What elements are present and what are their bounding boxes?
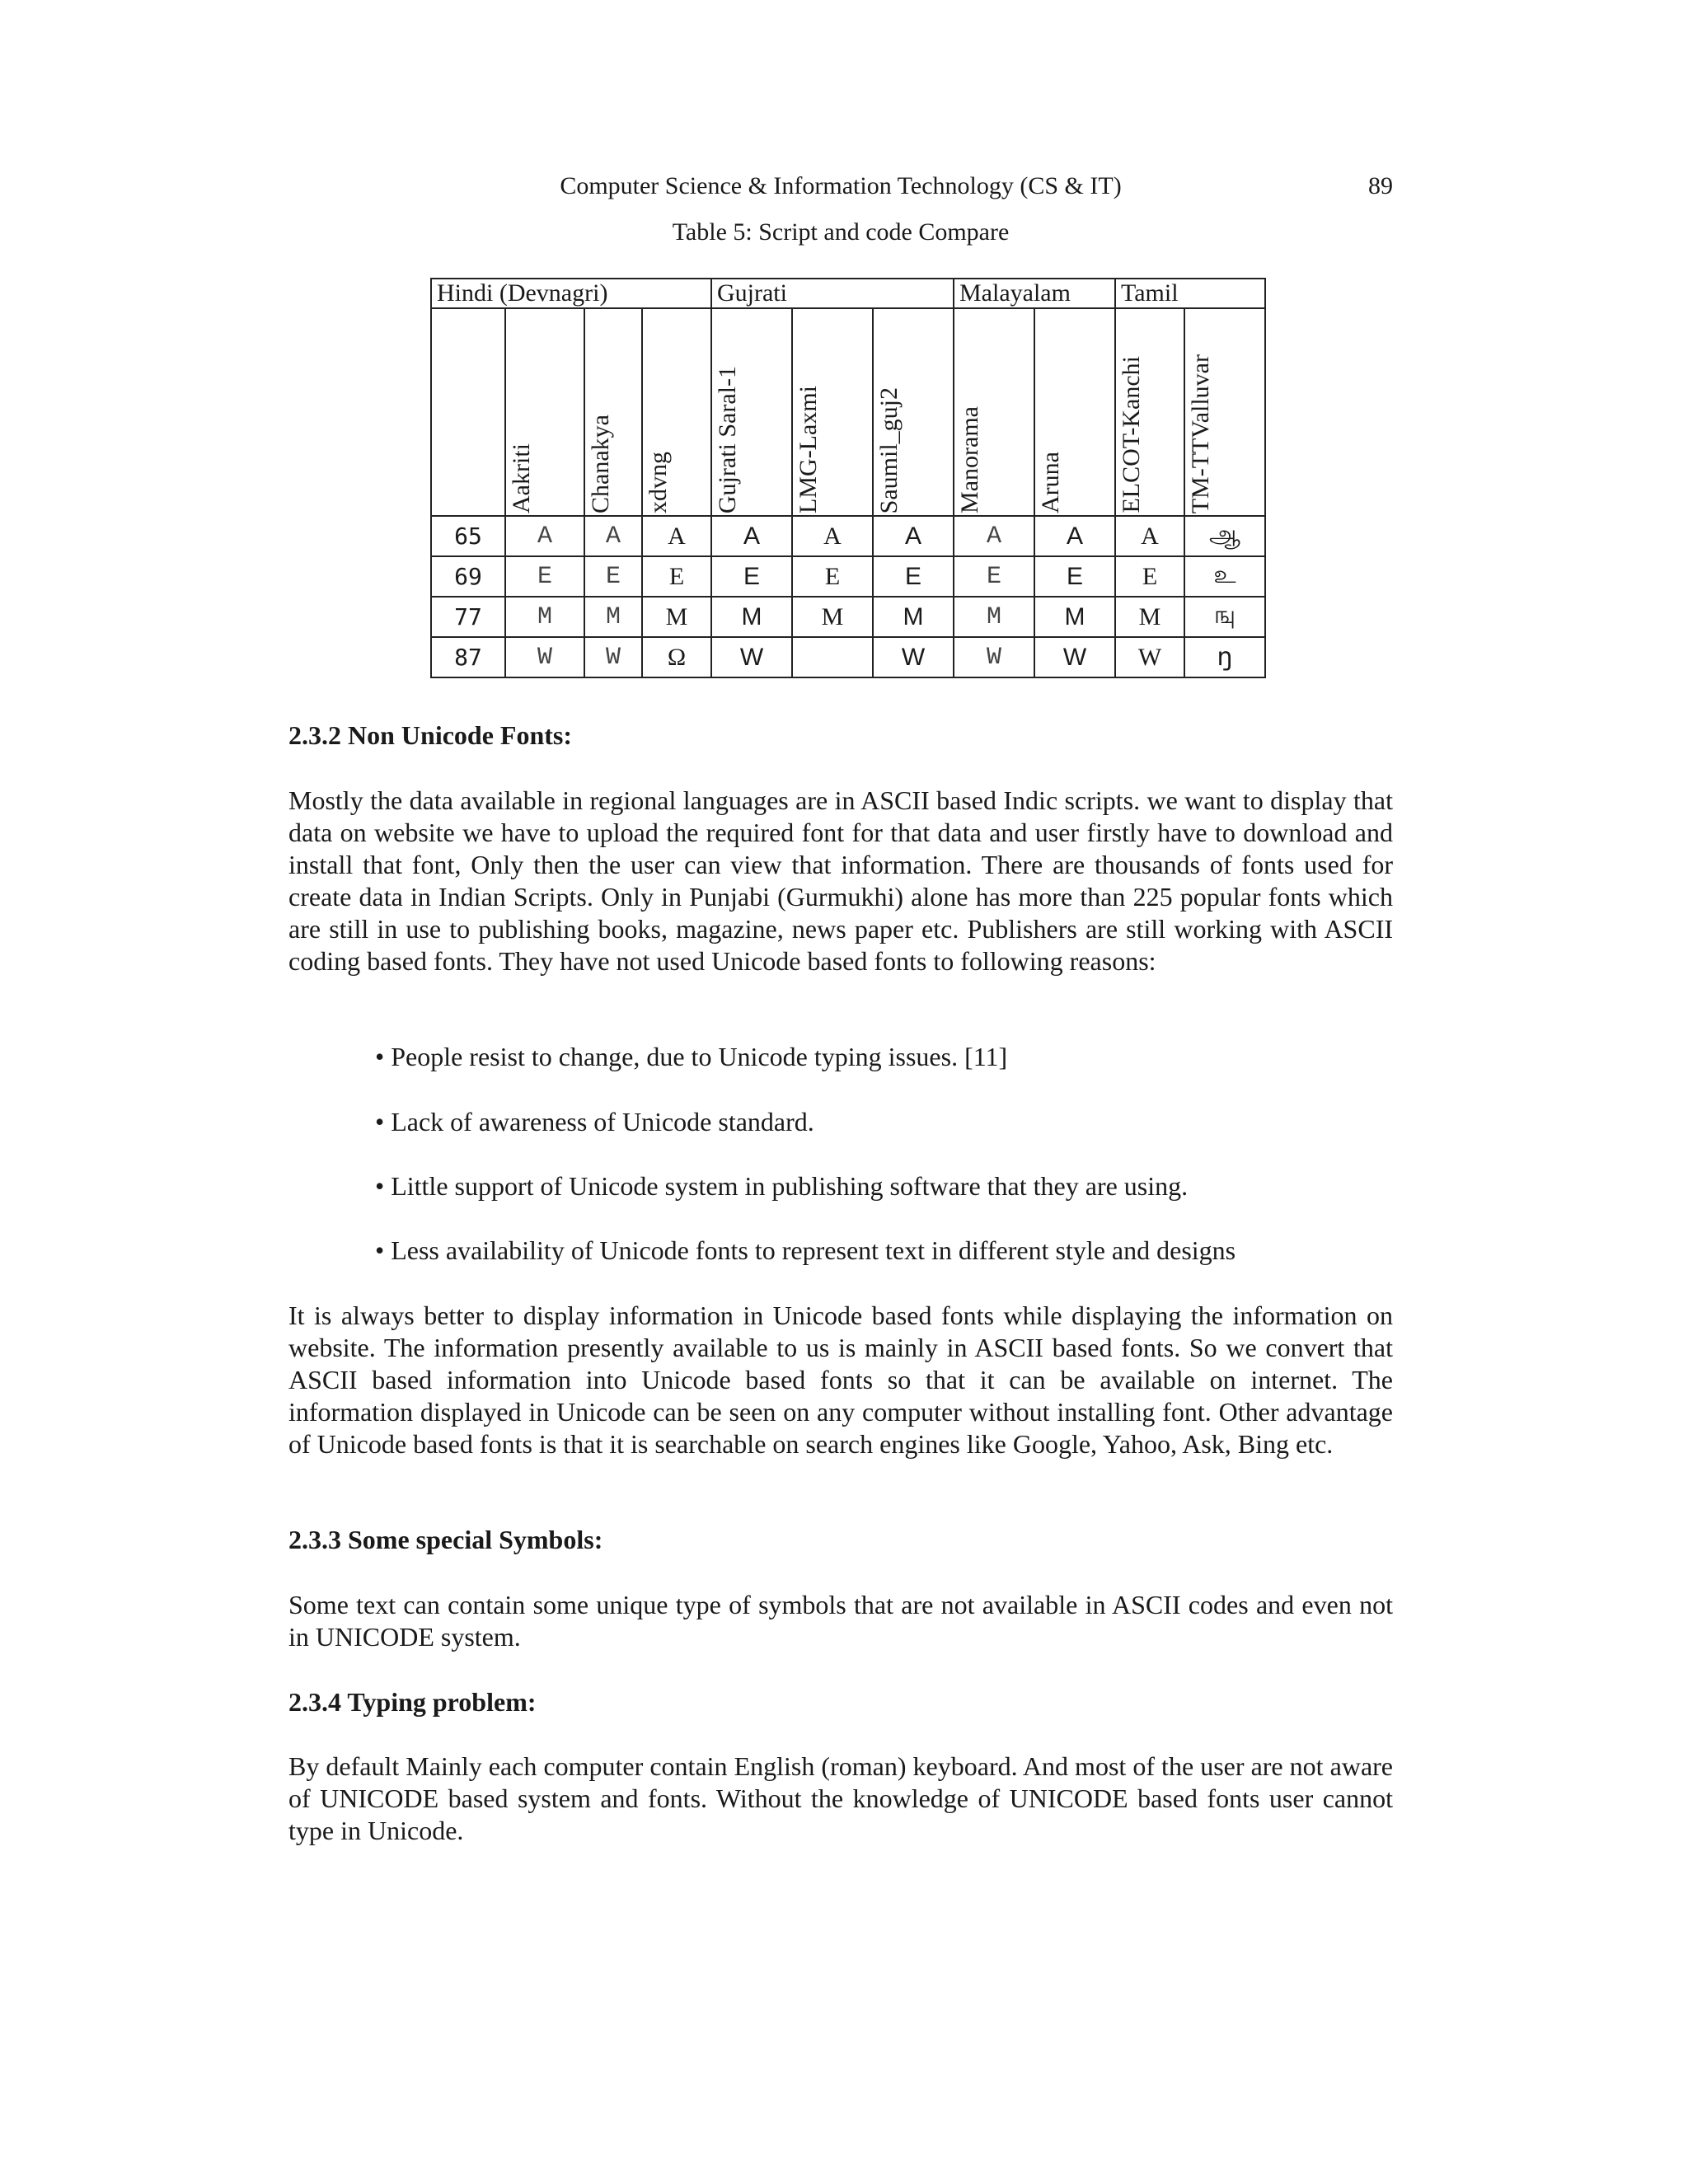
font-header: Saumil_guj2: [873, 308, 954, 516]
font-header: Gujrati Saral-1: [711, 308, 792, 516]
glyph-cell: M: [1034, 597, 1115, 637]
ascii-code-cell: 77: [431, 597, 505, 637]
ascii-code-cell: 87: [431, 637, 505, 677]
glyph-cell: W: [711, 637, 792, 677]
table-row: [431, 597, 1265, 637]
section-heading-2-3-2: 2.3.2 Non Unicode Fonts:: [288, 720, 573, 750]
glyph-cell: A: [1034, 516, 1115, 556]
font-header: Aakriti: [505, 308, 584, 516]
paragraph-text: Mostly the data available in regional languages are in ASCII based Indic scripts. we want to display that data on website we have to upload the required font for that data and user firstly have to download and install that font, Only then the user can view that information. There are thousands of fonts used for create data in Indian Scripts. Only in Punjabi (Gurmukhi) alone has more than 225 popular fonts which are still in use to publishing books, magazine, news paper etc. Publishers are still working with ASCII coding based fonts. They have not used Unicode based fonts to following reasons:: [288, 785, 1393, 976]
glyph-cell: M: [505, 597, 584, 637]
table-row: [431, 637, 1265, 677]
glyph-cell: M: [584, 597, 642, 637]
font-header: Manorama: [954, 308, 1034, 516]
font-header-blank: [431, 308, 505, 516]
table-caption: Table 5: Script and code Compare: [672, 218, 1010, 246]
bullet-item: • Lack of awareness of Unicode standard.: [375, 1107, 814, 1137]
paragraph-text: It is always better to display information in Unicode based fonts while displaying the information on website. The information presently available to us is mainly in ASCII based fonts. So we convert that ASCII based information into Unicode based fonts so that it can be available on internet. The information displayed in Unicode can be seen on any computer without installing font. Other advantage of Unicode based fonts is that it is searchable on search engines like Google, Yahoo, Ask, Bing etc.: [288, 1301, 1393, 1459]
table-row: [431, 556, 1265, 597]
section-heading-2-3-3: 2.3.3 Some special Symbols:: [288, 1525, 603, 1554]
glyph-cell: M: [954, 597, 1034, 637]
glyph-cell: M: [1115, 597, 1184, 637]
script-code-table: [430, 278, 1266, 678]
glyph-cell: M: [792, 597, 873, 637]
group-tamil: Tamil: [1115, 279, 1265, 308]
glyph-cell: E: [584, 556, 642, 597]
header-title: Computer Science & Information Technology (CS & IT): [560, 172, 1122, 199]
bullet-item: • Little support of Unicode system in publishing software that they are using.: [375, 1171, 1189, 1201]
font-header: Chanakya: [584, 308, 642, 516]
glyph-cell: E: [954, 556, 1034, 597]
glyph-cell: A: [954, 516, 1034, 556]
glyph-cell: W: [954, 637, 1034, 677]
glyph-cell: [792, 637, 873, 677]
glyph-cell: E: [1115, 556, 1184, 597]
font-header: Aruna: [1034, 308, 1115, 516]
glyph-cell: உ: [1184, 556, 1265, 597]
glyph-cell: M: [711, 597, 792, 637]
glyph-cell: M: [642, 597, 711, 637]
glyph-cell: E: [873, 556, 954, 597]
glyph-cell: ஆ: [1184, 516, 1265, 556]
page-number: 89: [1368, 172, 1393, 199]
ascii-code-cell: 65: [431, 516, 505, 556]
bullet-item: • Less availability of Unicode fonts to represent text in different style and designs: [375, 1235, 1236, 1265]
glyph-cell: W: [1115, 637, 1184, 677]
glyph-cell: E: [642, 556, 711, 597]
group-malayalam: Malayalam: [954, 279, 1115, 308]
paragraph-typing-problem: [288, 1750, 1393, 1847]
ascii-code-cell: 69: [431, 556, 505, 597]
font-header: xdvng: [642, 308, 711, 516]
glyph-cell: W: [584, 637, 642, 677]
glyph-cell: A: [711, 516, 792, 556]
glyph-cell: A: [584, 516, 642, 556]
group-gujrati: Gujrati: [711, 279, 954, 308]
glyph-cell: A: [1115, 516, 1184, 556]
glyph-cell: M: [873, 597, 954, 637]
glyph-cell: ஙு: [1184, 597, 1265, 637]
paragraph-special-symbols: [288, 1589, 1393, 1653]
glyph-cell: W: [873, 637, 954, 677]
glyph-cell: A: [505, 516, 584, 556]
glyph-cell: E: [505, 556, 584, 597]
paragraph-text: By default Mainly each computer contain English (roman) keyboard. And most of the user are not aware of UNICODE based system and fonts. Without the knowledge of UNICODE based fonts user cannot type in Unicode.: [288, 1751, 1393, 1845]
glyph-cell: E: [792, 556, 873, 597]
glyph-cell: W: [1034, 637, 1115, 677]
glyph-cell: A: [642, 516, 711, 556]
glyph-cell: E: [711, 556, 792, 597]
table-group-row: [431, 279, 1265, 308]
glyph-cell: ŋ: [1184, 637, 1265, 677]
glyph-cell: E: [1034, 556, 1115, 597]
running-header: [288, 170, 1393, 203]
font-header: LMG-Laxmi: [792, 308, 873, 516]
glyph-cell: A: [873, 516, 954, 556]
group-hindi: Hindi (Devnagri): [431, 279, 711, 308]
glyph-cell: Ω: [642, 637, 711, 677]
bullet-item: • People resist to change, due to Unicode typing issues. [11]: [375, 1042, 1008, 1071]
glyph-cell: W: [505, 637, 584, 677]
font-header: ELCOT-Kanchi: [1115, 308, 1184, 516]
table-row: [431, 516, 1265, 556]
paragraph-text: Some text can contain some unique type of symbols that are not available in ASCII codes and even not in UNICODE system.: [288, 1590, 1393, 1652]
section-heading-2-3-4: 2.3.4 Typing problem:: [288, 1687, 537, 1717]
paragraph-non-unicode: [288, 785, 1393, 977]
glyph-cell: A: [792, 516, 873, 556]
font-header: TM-TTValluvar: [1184, 308, 1265, 516]
table-font-row: [431, 308, 1265, 516]
paragraph-unicode-benefits: [288, 1300, 1393, 1460]
